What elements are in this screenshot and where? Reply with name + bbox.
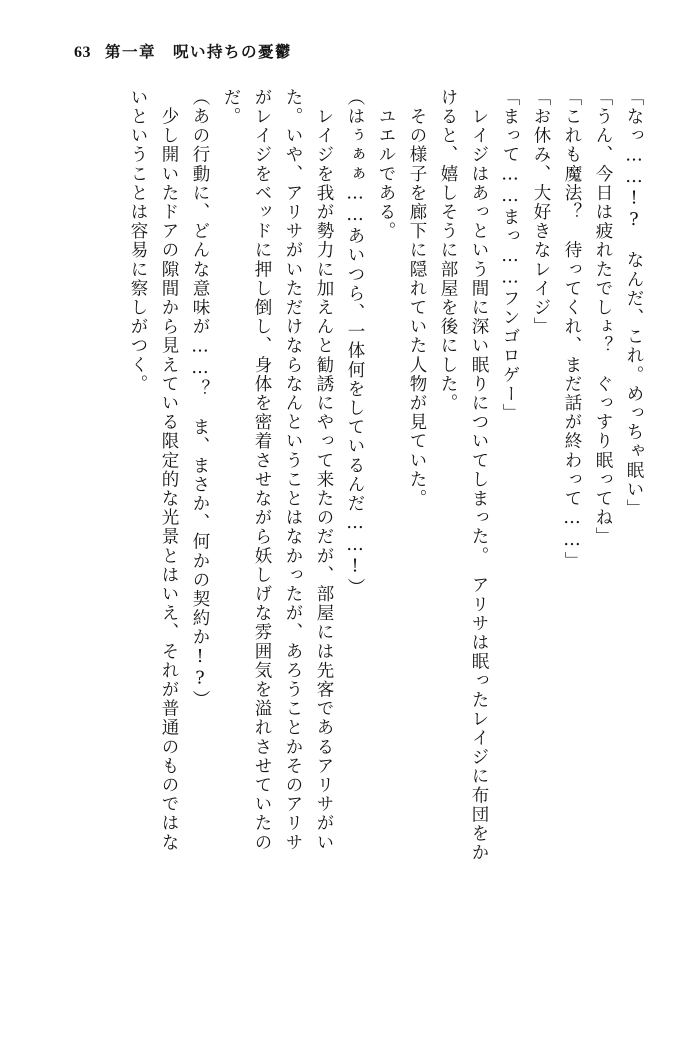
text-column: 「なっ……!? なんだ、これ。めっちゃ眠い」 (624, 88, 644, 519)
text-column: けると、嬉しそうに部屋を後にした。 (438, 88, 458, 413)
page-number: 63 (74, 44, 91, 61)
text-column: レイジを我が勢力に加えんと勧誘にやって来たのだが、部屋には先客であるアリサがい (314, 88, 334, 852)
text-column: いということは容易に察しがつく。 (128, 88, 148, 394)
text-column: （あの行動に、どんな意味が……？ ま、まさか、何かの契約か!?） (190, 88, 210, 710)
text-column: 「うん、今日は疲れたでしょ？ ぐっすり眠ってね」 (593, 88, 613, 547)
text-column: レイジはあっという間に深い眠りについてしまった。 アリサは眠ったレイジに布団をか (469, 88, 489, 863)
text-column: 「まって……まっ……フンゴロゲー」 (500, 88, 520, 423)
text-column: 「お休み、大好きなレイジ」 (531, 88, 551, 337)
chapter-title: 第一章 呪い持ちの憂鬱 (105, 44, 293, 61)
text-column: その様子を廊下に隠れていた人物が見ていた。 (407, 88, 427, 509)
text-column: だ。 (221, 88, 241, 127)
text-column: ユエルである。 (376, 88, 396, 241)
text-column: 「これも魔法？ 待ってくれ、まだ話が終わって……」 (562, 88, 582, 571)
text-column: がレイジをベッドに押し倒し、身体を密着させながら妖しげな雰囲気を溢れさせていたの (252, 88, 272, 852)
body-text (117, 88, 644, 1018)
running-head (74, 40, 292, 62)
text-column: 少し開いたドアの隙間から見えている限定的な光景とはいえ、それが普通のものではな (159, 88, 179, 852)
text-column: （はぅぁぁ……あいつら、一体何をしているんだ……!） (345, 88, 365, 598)
text-column: た。いや、アリサがいただけならなんということはなかったが、あろうことかそのアリサ (283, 88, 303, 852)
